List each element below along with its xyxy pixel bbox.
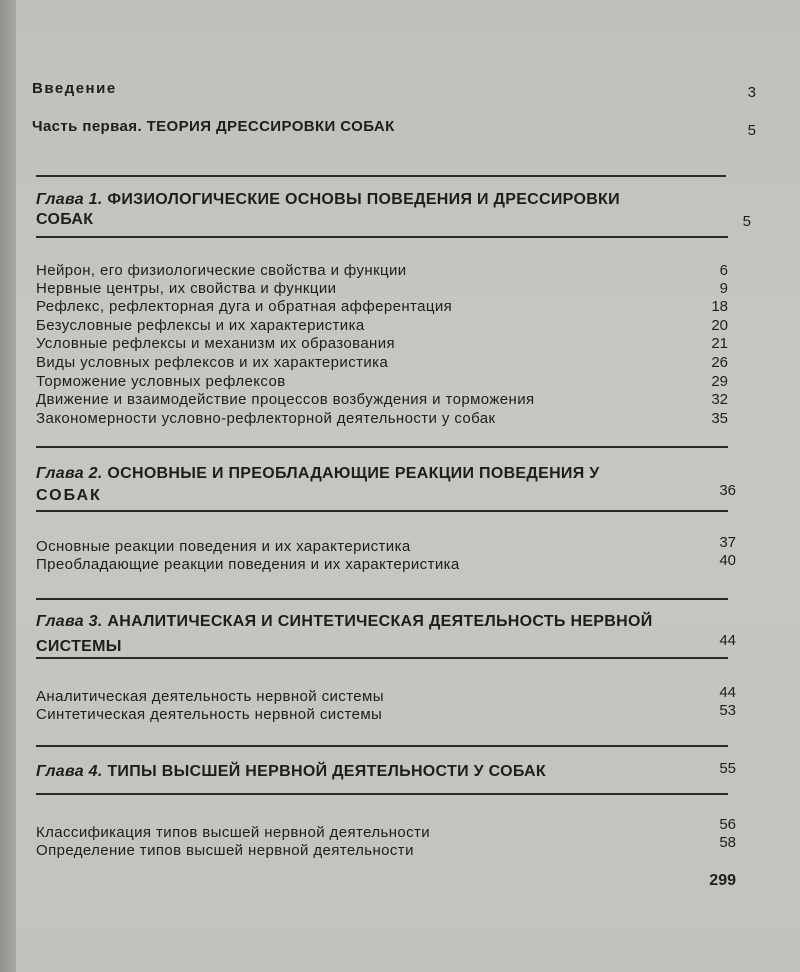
divider [36, 657, 728, 659]
book-page [16, 0, 800, 972]
toc-item-page: 53 [719, 702, 736, 719]
divider [36, 446, 728, 448]
chapter-2-title-line2: СОБАК [36, 487, 102, 504]
chapter-1-title-line1: ФИЗИОЛОГИЧЕСКИЕ ОСНОВЫ ПОВЕДЕНИЯ И ДРЕССИРОВКИ [107, 191, 620, 208]
divider [36, 793, 728, 795]
toc-item: Торможение условных рефлексов [36, 373, 286, 390]
chapter-3-heading [36, 613, 653, 631]
toc-item: Закономерности условно-рефлекторной деятельности у собак [36, 410, 496, 427]
toc-item-page: 56 [719, 816, 736, 833]
chapter-3-page: 44 [719, 632, 736, 649]
toc-item-page: 37 [719, 534, 736, 551]
toc-part1-page: 5 [747, 122, 756, 139]
divider [36, 236, 728, 238]
toc-item: Основные реакции поведения и их характеристика [36, 538, 411, 555]
chapter-1-heading [36, 191, 620, 209]
chapter-2-page: 36 [719, 482, 736, 499]
toc-intro-page: 3 [747, 84, 756, 101]
toc-item: Условные рефлексы и механизм их образования [36, 335, 396, 352]
toc-item-page: 18 [711, 298, 728, 315]
chapter-1-page: 5 [742, 213, 751, 230]
toc-item-page: 44 [719, 684, 736, 701]
toc-item: Движение и взаимодействие процессов возбуждения и торможения [36, 391, 535, 408]
toc-item: Преобладающие реакции поведения и их характеристика [36, 556, 460, 573]
divider [36, 510, 728, 512]
chapter-3-title-line2: СИСТЕМЫ [36, 638, 122, 655]
chapter-4-page: 55 [719, 760, 736, 777]
toc-item: Синтетическая деятельность нервной системы [36, 706, 383, 723]
toc-item: Безусловные рефлексы и их характеристика [36, 317, 365, 334]
toc-intro: Введение [32, 80, 117, 97]
page-number: 299 [709, 872, 736, 889]
toc-item: Определение типов высшей нервной деятельности [36, 842, 414, 859]
divider [36, 745, 728, 747]
toc-item: Рефлекс, рефлекторная дуга и обратная афферентация [36, 298, 453, 315]
toc-item: Нервные центры, их свойства и функции [36, 280, 337, 297]
chapter-3-title-line1: АНАЛИТИЧЕСКАЯ И СИНТЕТИЧЕСКАЯ ДЕЯТЕЛЬНОСТЬ НЕРВНОЙ [107, 613, 653, 630]
divider [36, 175, 726, 177]
toc-item-page: 32 [711, 391, 728, 408]
chapter-1-title-line2: СОБАК [36, 211, 94, 228]
chapter-4-label: Глава 4. [36, 763, 103, 780]
toc-item-page: 58 [719, 834, 736, 851]
toc-part1: Часть первая. ТЕОРИЯ ДРЕССИРОВКИ СОБАК [32, 118, 395, 135]
toc-item-page: 40 [719, 552, 736, 569]
toc-item-page: 29 [711, 373, 728, 390]
chapter-4-title-line1: ТИПЫ ВЫСШЕЙ НЕРВНОЙ ДЕЯТЕЛЬНОСТИ У СОБАК [107, 763, 546, 780]
toc-item-page: 35 [711, 410, 728, 427]
toc-item: Аналитическая деятельность нервной системы [36, 688, 384, 705]
chapter-3-label: Глава 3. [36, 613, 103, 630]
toc-item-page: 20 [711, 317, 728, 334]
toc-item-page: 26 [711, 354, 728, 371]
chapter-1-label: Глава 1. [36, 191, 103, 208]
page-gutter [0, 0, 16, 972]
toc-item: Нейрон, его физиологические свойства и функции [36, 262, 407, 279]
chapter-4-heading [36, 763, 546, 781]
chapter-2-title-line1: ОСНОВНЫЕ И ПРЕОБЛАДАЮЩИЕ РЕАКЦИИ ПОВЕДЕНИЯ У [107, 465, 600, 482]
chapter-2-heading [36, 465, 600, 483]
divider [36, 598, 728, 600]
toc-item-page: 21 [711, 335, 728, 352]
toc-item-page: 6 [719, 262, 728, 279]
chapter-2-label: Глава 2. [36, 465, 103, 482]
toc-item: Виды условных рефлексов и их характеристика [36, 354, 389, 371]
toc-item-page: 9 [719, 280, 728, 297]
toc-item: Классификация типов высшей нервной деятельности [36, 824, 431, 841]
